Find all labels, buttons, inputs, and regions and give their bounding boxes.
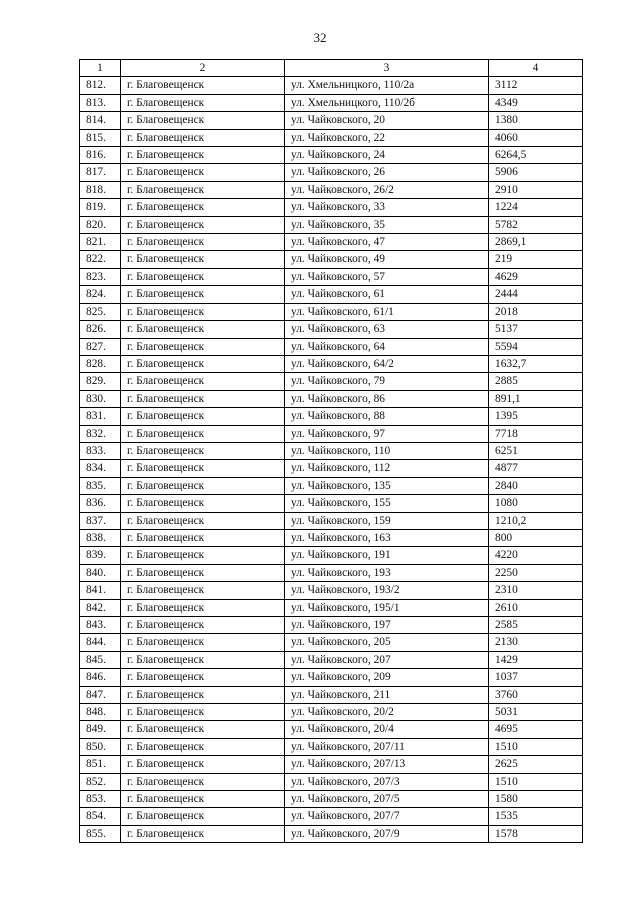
table-row <box>80 477 583 494</box>
cell-value: 2885 <box>489 373 583 390</box>
cell-row-number: 817. <box>80 164 121 181</box>
cell-value: 1210,2 <box>489 512 583 529</box>
table-row <box>80 303 583 320</box>
cell-address: ул. Чайковского, 26/2 <box>285 181 489 198</box>
table-row <box>80 77 583 94</box>
table-row <box>80 791 583 808</box>
cell-address: ул. Чайковского, 207/3 <box>285 773 489 790</box>
cell-row-number: 825. <box>80 303 121 320</box>
table-row <box>80 599 583 616</box>
cell-address: ул. Чайковского, 163 <box>285 529 489 546</box>
cell-row-number: 832. <box>80 425 121 442</box>
cell-value: 2310 <box>489 582 583 599</box>
cell-city: г. Благовещенск <box>121 495 285 512</box>
cell-row-number: 848. <box>80 704 121 721</box>
cell-city: г. Благовещенск <box>121 721 285 738</box>
cell-value: 1380 <box>489 112 583 129</box>
cell-address: ул. Чайковского, 24 <box>285 147 489 164</box>
cell-row-number: 841. <box>80 582 121 599</box>
header-col-2: 2 <box>121 60 285 77</box>
cell-address: ул. Чайковского, 135 <box>285 477 489 494</box>
cell-row-number: 850. <box>80 738 121 755</box>
table-row <box>80 721 583 738</box>
cell-row-number: 814. <box>80 112 121 129</box>
cell-value: 7718 <box>489 425 583 442</box>
cell-city: г. Благовещенск <box>121 599 285 616</box>
cell-city: г. Благовещенск <box>121 268 285 285</box>
table-row <box>80 216 583 233</box>
cell-row-number: 816. <box>80 147 121 164</box>
cell-address: ул. Хмельницкого, 110/2б <box>285 94 489 111</box>
cell-city: г. Благовещенск <box>121 738 285 755</box>
cell-city: г. Благовещенск <box>121 808 285 825</box>
cell-city: г. Благовещенск <box>121 286 285 303</box>
table-row <box>80 94 583 111</box>
table-body <box>80 77 583 843</box>
cell-value: 1510 <box>489 738 583 755</box>
cell-row-number: 831. <box>80 408 121 425</box>
cell-value: 2869,1 <box>489 234 583 251</box>
cell-address: ул. Чайковского, 86 <box>285 390 489 407</box>
cell-address: ул. Чайковского, 63 <box>285 321 489 338</box>
cell-city: г. Благовещенск <box>121 234 285 251</box>
table-row <box>80 425 583 442</box>
table-row <box>80 321 583 338</box>
cell-value: 1580 <box>489 791 583 808</box>
cell-address: ул. Чайковского, 97 <box>285 425 489 442</box>
cell-city: г. Благовещенск <box>121 651 285 668</box>
cell-value: 1578 <box>489 825 583 842</box>
cell-address: ул. Чайковского, 110 <box>285 442 489 459</box>
cell-city: г. Благовещенск <box>121 564 285 581</box>
cell-row-number: 843. <box>80 617 121 634</box>
cell-city: г. Благовещенск <box>121 199 285 216</box>
cell-value: 5031 <box>489 704 583 721</box>
table-row <box>80 617 583 634</box>
cell-city: г. Благовещенск <box>121 512 285 529</box>
table-row <box>80 199 583 216</box>
cell-row-number: 855. <box>80 825 121 842</box>
cell-value: 4220 <box>489 547 583 564</box>
cell-city: г. Благовещенск <box>121 355 285 372</box>
cell-address: ул. Чайковского, 20/2 <box>285 704 489 721</box>
table-row <box>80 495 583 512</box>
cell-address: ул. Чайковского, 193/2 <box>285 582 489 599</box>
cell-city: г. Благовещенск <box>121 686 285 703</box>
address-table <box>79 59 583 843</box>
cell-address: ул. Чайковского, 197 <box>285 617 489 634</box>
cell-value: 1395 <box>489 408 583 425</box>
cell-row-number: 834. <box>80 460 121 477</box>
cell-address: ул. Чайковского, 207 <box>285 651 489 668</box>
cell-value: 4349 <box>489 94 583 111</box>
page-number: 32 <box>313 30 327 45</box>
table-row <box>80 181 583 198</box>
cell-address: ул. Чайковского, 49 <box>285 251 489 268</box>
cell-address: ул. Чайковского, 64 <box>285 338 489 355</box>
cell-value: 1037 <box>489 669 583 686</box>
table-row <box>80 112 583 129</box>
table-row <box>80 738 583 755</box>
cell-address: ул. Чайковского, 112 <box>285 460 489 477</box>
cell-row-number: 822. <box>80 251 121 268</box>
cell-value: 4060 <box>489 129 583 146</box>
cell-row-number: 836. <box>80 495 121 512</box>
cell-city: г. Благовещенск <box>121 112 285 129</box>
cell-value: 1429 <box>489 651 583 668</box>
cell-value: 1632,7 <box>489 355 583 372</box>
cell-address: ул. Чайковского, 20/4 <box>285 721 489 738</box>
cell-city: г. Благовещенск <box>121 216 285 233</box>
cell-address: ул. Чайковского, 207/7 <box>285 808 489 825</box>
cell-city: г. Благовещенск <box>121 94 285 111</box>
cell-value: 5137 <box>489 321 583 338</box>
cell-value: 1224 <box>489 199 583 216</box>
table-row <box>80 773 583 790</box>
cell-city: г. Благовещенск <box>121 529 285 546</box>
table-row <box>80 529 583 546</box>
cell-address: ул. Чайковского, 47 <box>285 234 489 251</box>
table-row <box>80 442 583 459</box>
cell-row-number: 849. <box>80 721 121 738</box>
cell-row-number: 852. <box>80 773 121 790</box>
cell-city: г. Благовещенск <box>121 129 285 146</box>
cell-value: 3112 <box>489 77 583 94</box>
table-row <box>80 129 583 146</box>
cell-address: ул. Чайковского, 195/1 <box>285 599 489 616</box>
cell-address: ул. Чайковского, 33 <box>285 199 489 216</box>
cell-value: 2250 <box>489 564 583 581</box>
cell-address: ул. Чайковского, 211 <box>285 686 489 703</box>
cell-city: г. Благовещенск <box>121 408 285 425</box>
cell-value: 2130 <box>489 634 583 651</box>
table-row <box>80 651 583 668</box>
table-row <box>80 164 583 181</box>
cell-address: ул. Чайковского, 209 <box>285 669 489 686</box>
table-row <box>80 756 583 773</box>
cell-value: 2610 <box>489 599 583 616</box>
cell-address: ул. Чайковского, 207/11 <box>285 738 489 755</box>
cell-city: г. Благовещенск <box>121 825 285 842</box>
table-row <box>80 704 583 721</box>
cell-city: г. Благовещенск <box>121 181 285 198</box>
cell-row-number: 840. <box>80 564 121 581</box>
table-row <box>80 234 583 251</box>
cell-address: ул. Чайковского, 207/5 <box>285 791 489 808</box>
cell-value: 4877 <box>489 460 583 477</box>
cell-row-number: 844. <box>80 634 121 651</box>
cell-value: 2840 <box>489 477 583 494</box>
cell-row-number: 812. <box>80 77 121 94</box>
cell-address: ул. Чайковского, 88 <box>285 408 489 425</box>
cell-city: г. Благовещенск <box>121 634 285 651</box>
header-col-3: 3 <box>285 60 489 77</box>
cell-address: ул. Чайковского, 205 <box>285 634 489 651</box>
cell-value: 2625 <box>489 756 583 773</box>
cell-address: ул. Чайковского, 26 <box>285 164 489 181</box>
cell-value: 2444 <box>489 286 583 303</box>
table-row <box>80 286 583 303</box>
cell-city: г. Благовещенск <box>121 164 285 181</box>
cell-city: г. Благовещенск <box>121 442 285 459</box>
table-row <box>80 373 583 390</box>
table-row <box>80 547 583 564</box>
cell-row-number: 824. <box>80 286 121 303</box>
cell-row-number: 842. <box>80 599 121 616</box>
cell-city: г. Благовещенск <box>121 477 285 494</box>
table-row <box>80 512 583 529</box>
cell-row-number: 847. <box>80 686 121 703</box>
cell-city: г. Благовещенск <box>121 373 285 390</box>
table-row <box>80 338 583 355</box>
cell-value: 4695 <box>489 721 583 738</box>
cell-row-number: 837. <box>80 512 121 529</box>
header-row <box>80 60 583 77</box>
cell-row-number: 838. <box>80 529 121 546</box>
table-row <box>80 634 583 651</box>
cell-city: г. Благовещенск <box>121 251 285 268</box>
table-row <box>80 268 583 285</box>
table-row <box>80 390 583 407</box>
table-row <box>80 408 583 425</box>
cell-address: ул. Чайковского, 20 <box>285 112 489 129</box>
table-row <box>80 564 583 581</box>
cell-address: ул. Чайковского, 207/9 <box>285 825 489 842</box>
cell-row-number: 833. <box>80 442 121 459</box>
cell-address: ул. Чайковского, 79 <box>285 373 489 390</box>
cell-row-number: 826. <box>80 321 121 338</box>
cell-address: ул. Чайковского, 61 <box>285 286 489 303</box>
cell-address: ул. Чайковского, 35 <box>285 216 489 233</box>
table-row <box>80 147 583 164</box>
header-col-1: 1 <box>80 60 121 77</box>
cell-row-number: 845. <box>80 651 121 668</box>
cell-city: г. Благовещенск <box>121 791 285 808</box>
cell-value: 5594 <box>489 338 583 355</box>
cell-address: ул. Чайковского, 22 <box>285 129 489 146</box>
cell-value: 3760 <box>489 686 583 703</box>
cell-city: г. Благовещенск <box>121 321 285 338</box>
cell-value: 800 <box>489 529 583 546</box>
cell-address: ул. Чайковского, 61/1 <box>285 303 489 320</box>
cell-value: 4629 <box>489 268 583 285</box>
table-row <box>80 686 583 703</box>
cell-city: г. Благовещенск <box>121 756 285 773</box>
cell-city: г. Благовещенск <box>121 617 285 634</box>
cell-row-number: 835. <box>80 477 121 494</box>
table-row <box>80 582 583 599</box>
cell-row-number: 853. <box>80 791 121 808</box>
cell-city: г. Благовещенск <box>121 147 285 164</box>
cell-city: г. Благовещенск <box>121 77 285 94</box>
cell-city: г. Благовещенск <box>121 773 285 790</box>
cell-value: 5906 <box>489 164 583 181</box>
cell-address: ул. Чайковского, 191 <box>285 547 489 564</box>
cell-city: г. Благовещенск <box>121 425 285 442</box>
cell-address: ул. Чайковского, 193 <box>285 564 489 581</box>
cell-value: 2018 <box>489 303 583 320</box>
table-row <box>80 251 583 268</box>
cell-value: 2585 <box>489 617 583 634</box>
table-row <box>80 825 583 842</box>
cell-city: г. Благовещенск <box>121 547 285 564</box>
cell-row-number: 828. <box>80 355 121 372</box>
cell-address: ул. Хмельницкого, 110/2а <box>285 77 489 94</box>
cell-value: 1080 <box>489 495 583 512</box>
cell-value: 891,1 <box>489 390 583 407</box>
cell-address: ул. Чайковского, 207/13 <box>285 756 489 773</box>
cell-city: г. Благовещенск <box>121 460 285 477</box>
cell-row-number: 839. <box>80 547 121 564</box>
cell-value: 1510 <box>489 773 583 790</box>
cell-row-number: 813. <box>80 94 121 111</box>
table-row <box>80 355 583 372</box>
cell-address: ул. Чайковского, 64/2 <box>285 355 489 372</box>
cell-address: ул. Чайковского, 57 <box>285 268 489 285</box>
cell-row-number: 846. <box>80 669 121 686</box>
cell-row-number: 854. <box>80 808 121 825</box>
cell-city: г. Благовещенск <box>121 338 285 355</box>
cell-value: 5782 <box>489 216 583 233</box>
cell-value: 219 <box>489 251 583 268</box>
cell-value: 1535 <box>489 808 583 825</box>
cell-row-number: 818. <box>80 181 121 198</box>
cell-row-number: 820. <box>80 216 121 233</box>
cell-city: г. Благовещенск <box>121 390 285 407</box>
cell-row-number: 829. <box>80 373 121 390</box>
cell-value: 2910 <box>489 181 583 198</box>
cell-row-number: 819. <box>80 199 121 216</box>
cell-address: ул. Чайковского, 155 <box>285 495 489 512</box>
cell-value: 6251 <box>489 442 583 459</box>
cell-row-number: 823. <box>80 268 121 285</box>
cell-city: г. Благовещенск <box>121 704 285 721</box>
cell-row-number: 827. <box>80 338 121 355</box>
cell-city: г. Благовещенск <box>121 669 285 686</box>
cell-row-number: 815. <box>80 129 121 146</box>
cell-address: ул. Чайковского, 159 <box>285 512 489 529</box>
header-col-4: 4 <box>489 60 583 77</box>
cell-row-number: 851. <box>80 756 121 773</box>
cell-value: 6264,5 <box>489 147 583 164</box>
cell-city: г. Благовещенск <box>121 303 285 320</box>
table-row <box>80 808 583 825</box>
cell-row-number: 830. <box>80 390 121 407</box>
table-row <box>80 460 583 477</box>
cell-city: г. Благовещенск <box>121 582 285 599</box>
table-row <box>80 669 583 686</box>
cell-row-number: 821. <box>80 234 121 251</box>
